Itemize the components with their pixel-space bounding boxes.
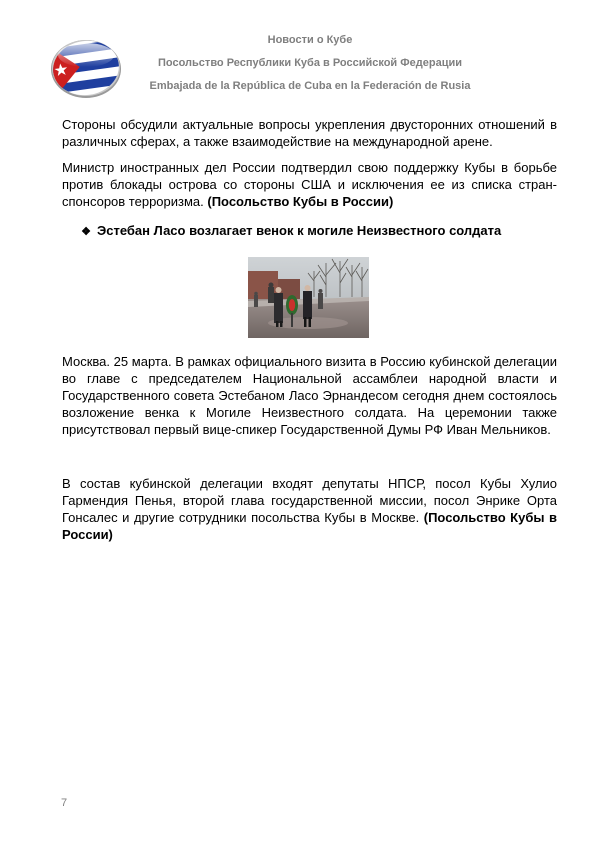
paragraph-spacer: [62, 447, 557, 475]
article-body: [62, 116, 557, 552]
source-credit: (Посольство Кубы в России): [62, 510, 557, 542]
paragraph-minister-support: [62, 159, 557, 210]
news-heading: [62, 222, 557, 241]
paragraph-bilateral: Стороны обсудили актуальные вопросы укрепления двусторонних отношений в различных сферах, а также взаимодействие на международной арене.: [62, 117, 557, 149]
page-header: [0, 0, 600, 110]
source-credit: (Посольство Кубы в России): [207, 194, 394, 209]
paragraph-delegation: [62, 475, 557, 543]
diamond-bullet-icon: ❖: [81, 226, 91, 238]
page-number: 7: [61, 797, 68, 809]
photo-container: [62, 255, 557, 341]
header-embassy-ru: Посольство Республики Куба в Российской Федерации: [158, 57, 462, 69]
heading-text: Эстебан Ласо возлагает венок к могиле Неизвестного солдата: [97, 223, 502, 238]
header-title: Новости о Кубе: [267, 34, 353, 46]
paragraph-text: В состав кубинской делегации входят депутаты НПСР, посол Кубы Хулио Гармендия Пенья, второй глава государственной миссии, посол Энрике Орта Гонсалес и другие сотрудники посольства Кубы в Москве.: [62, 476, 557, 525]
paragraph-moscow-ceremony: Москва. 25 марта. В рамках официального визита в Россию кубинской делегации во главе с председателем Национальной ассамблеи народной власти и Государственного совета Эстебаном Ласо Эрнандесом сегодня днем состоялось возложение венка к Могиле Неизвестного солдата. На церемонии также присутствовал первый вице-спикер Государственной Думы РФ Иван Мельников.: [62, 354, 557, 437]
paragraph-text: Министр иностранных дел России подтвердил свою поддержку Кубы в борьбе против блокады острова со стороны США и исключения ее из списка стран-спонсоров терроризма.: [62, 160, 557, 209]
header-embassy-es: Embajada de la República de Cuba en la Federación de Rusia: [149, 80, 471, 92]
wreath-ceremony-photo: [248, 257, 369, 338]
